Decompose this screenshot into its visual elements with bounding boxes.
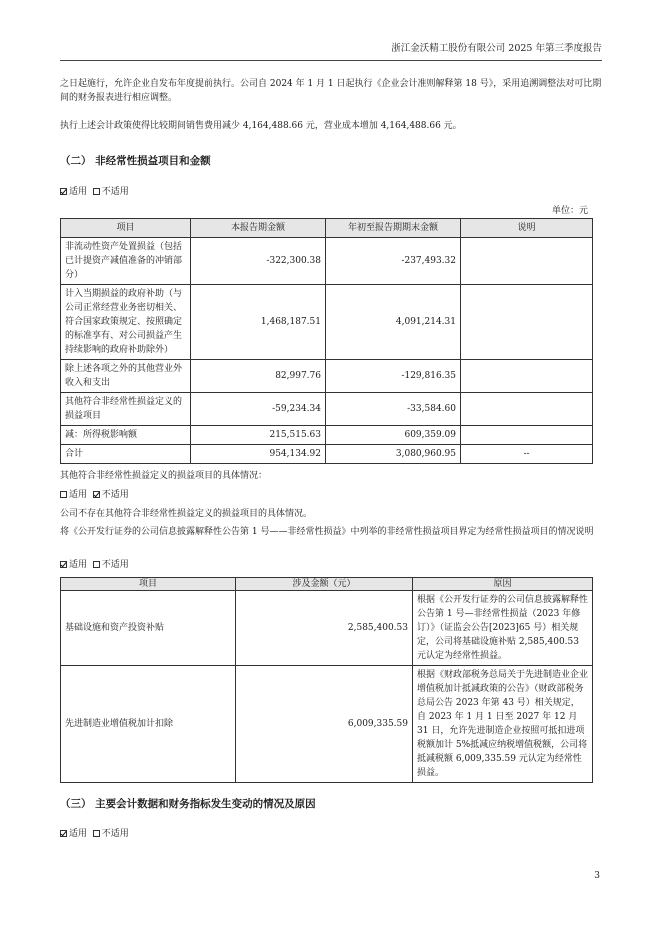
page-header: 浙江金沃精工股份有限公司 2025 年第三季度报告	[60, 42, 602, 61]
item-cell: 先进制造业增值税加计扣除	[61, 666, 236, 783]
applicable-label: 适用	[69, 187, 88, 197]
current-period-cell: 1,468,187.51	[191, 285, 326, 360]
note-cell	[461, 285, 593, 360]
checkbox-icon	[93, 830, 100, 837]
note-cell	[461, 393, 593, 426]
ytd-cell: 609,359.09	[326, 426, 461, 445]
column-header: 年初至报告期期末金额	[326, 219, 461, 238]
table-row	[61, 238, 593, 285]
table-row	[61, 285, 593, 360]
checkbox-icon	[93, 561, 100, 568]
table-row	[61, 393, 593, 426]
applicability-selector-2	[60, 489, 129, 503]
table-header-row	[61, 219, 593, 238]
applicability-selector-3	[60, 559, 129, 573]
table-row	[61, 426, 593, 445]
applicable-label: 适用	[69, 829, 88, 839]
reason-cell: 根据《财政部税务总局关于先进制造业企业增值税加计抵减政策的公告》（财政部税务总局公告 2023 年第 43 号）相关规定，自 2023 年 1 月 1 日至 2027 年 12 月 31 日，允许先进制造企业按照可抵扣进项税额加计 5%抵减应纳税增值税额，公司将抵减税额 6,009,335.59 元认定为经常性损益。	[413, 666, 593, 783]
ytd-cell: -33,584.60	[326, 393, 461, 426]
item-cell: 合计	[61, 445, 191, 464]
amount-cell: 2,585,400.53	[236, 591, 413, 666]
item-cell: 基础设施和资产投资补贴	[61, 591, 236, 666]
current-period-cell: 954,134.92	[191, 445, 326, 464]
current-period-cell: -59,234.34	[191, 393, 326, 426]
reason-cell: 根据《公开发行证券的公司信息披露解释性公告第 1 号—非经常性损益（2023 年修订）》（证监会公告[2023]65 号）相关规定，公司将基础设施补贴 2,585,400.53 元认定为经常性损益。	[413, 591, 593, 666]
current-period-cell: -322,300.38	[191, 238, 326, 285]
intro-paragraph-1: 之日起施行，允许企业自发布年度提前执行。公司自 2024 年 1 月 1 日起执行《企业会计准则解释第 18 号》，采用追溯调整法对可比期间的财务报表进行相应调整。	[60, 79, 602, 103]
non-recurring-gains-table	[60, 218, 593, 464]
checkbox-icon	[60, 491, 67, 498]
table-row	[61, 666, 593, 783]
item-cell: 计入当期损益的政府补助（与公司正常经营业务密切相关、符合国家政策规定、按照确定的标准享有、对公司损益产生持续影响的政府补助除外）	[61, 285, 191, 360]
ytd-cell: 4,091,214.31	[326, 285, 461, 360]
ytd-cell: -237,493.32	[326, 238, 461, 285]
other-items-text: 公司不存在其他符合非经常性损益定义的损益项目的具体情况。	[60, 509, 313, 519]
note-cell	[461, 360, 593, 393]
ytd-cell: -129,816.35	[326, 360, 461, 393]
table-row	[61, 360, 593, 393]
page-number: 3	[594, 871, 600, 881]
checked-checkbox-icon	[93, 491, 100, 498]
table-row	[61, 591, 593, 666]
item-cell: 非流动性资产处置损益（包括已计提资产减值准备的冲销部分）	[61, 238, 191, 285]
checked-checkbox-icon	[60, 830, 67, 837]
unit-label: 单位：元	[551, 206, 588, 216]
other-items-title: 其他符合非经常性损益定义的损益项目的具体情况：	[60, 471, 268, 481]
section-3-title: （三） 主要会计数据和财务指标发生变动的情况及原因	[60, 798, 316, 810]
item-cell: 其他符合非经常性损益定义的损益项目	[61, 393, 191, 426]
applicable-label: 适用	[69, 560, 88, 570]
column-header: 本报告期金额	[191, 219, 326, 238]
applicable-label: 适用	[69, 490, 88, 500]
not-applicable-label: 不适用	[101, 187, 129, 197]
column-header: 项目	[61, 578, 236, 591]
reclassification-table	[60, 577, 593, 783]
section-2-title: （二） 非经常性损益项目和金额	[60, 155, 211, 167]
column-header: 项目	[61, 219, 191, 238]
item-cell: 减：所得税影响额	[61, 426, 191, 445]
current-period-cell: 82,997.76	[191, 360, 326, 393]
amount-cell: 6,009,335.59	[236, 666, 413, 783]
table-total-row	[61, 445, 593, 464]
ytd-cell: 3,080,960.95	[326, 445, 461, 464]
reclassification-text: 将《公开发行证券的公司信息披露解释性公告第 1 号——非经常性损益》中列举的非经常性损益项目界定为经常性损益项目的情况说明	[60, 527, 594, 537]
checked-checkbox-icon	[60, 188, 67, 195]
column-header: 说明	[461, 219, 593, 238]
column-header: 涉及金额（元）	[236, 578, 413, 591]
table-header-row	[61, 578, 593, 591]
column-header: 原因	[413, 578, 593, 591]
applicability-selector-4	[60, 828, 129, 842]
not-applicable-label: 不适用	[101, 490, 129, 500]
not-applicable-label: 不适用	[101, 560, 129, 570]
item-cell: 除上述各项之外的其他营业外收入和支出	[61, 360, 191, 393]
intro-paragraph-2: 执行上述会计政策使得比较期间销售费用减少 4,164,488.66 元，营业成本增加 4,164,488.66 元。	[60, 121, 462, 131]
applicability-selector-1	[60, 186, 129, 200]
checkbox-icon	[93, 188, 100, 195]
note-cell	[461, 238, 593, 285]
note-cell: --	[461, 445, 593, 464]
note-cell	[461, 426, 593, 445]
checked-checkbox-icon	[60, 561, 67, 568]
not-applicable-label: 不适用	[101, 829, 129, 839]
current-period-cell: 215,515.63	[191, 426, 326, 445]
